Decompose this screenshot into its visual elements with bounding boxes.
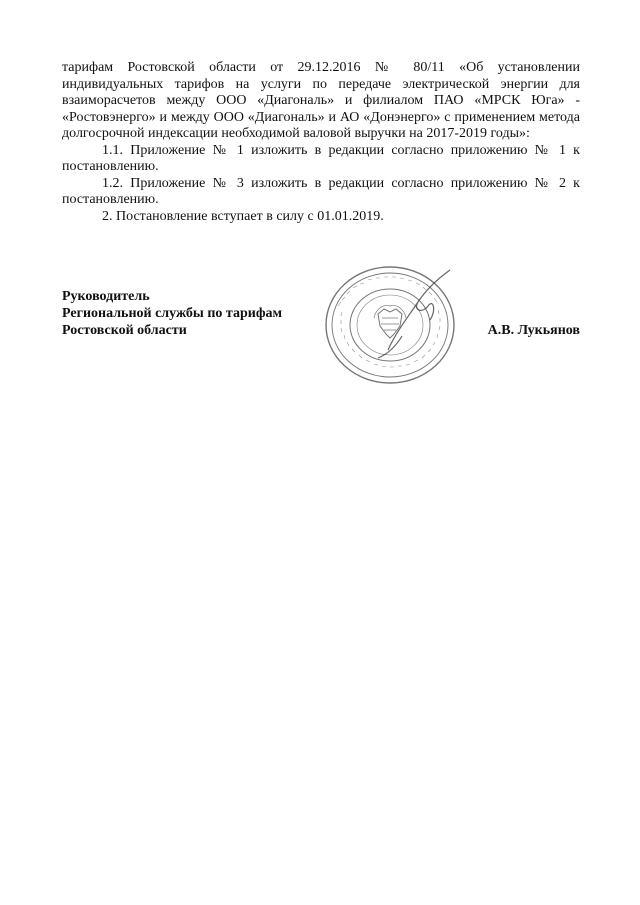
signer-name: А.В. Лукьянов — [487, 323, 580, 338]
official-seal-icon — [318, 262, 468, 387]
paragraph-item-2: 2. Постановление вступает в силу с 01.01.2019. — [102, 208, 384, 224]
paragraph-preamble: тарифам Ростовской области от 29.12.2016 № 80/11 «Об установлении индивидуальных тарифов на услуги по передаче электрической энергии для взаиморасчетов между ООО «Диагональ» и филиалом ПАО «МРСК Юга» - «Ростовэнерго» и между ООО «Диагональ» и АО «Донэнерго» с применением метода долгосрочной индексации необходимой валовой выручки на 2017-2019 годы»: — [62, 60, 580, 141]
document-body — [62, 60, 580, 225]
signer-title-line-1: Руководитель — [62, 289, 150, 304]
paragraph-item-1-1: 1.1. Приложение № 1 изложить в редакции согласно приложению № 1 к постановлению. — [62, 142, 580, 174]
signer-title-line-2: Региональной службы по тарифам — [62, 306, 283, 321]
signer-title-line-3: Ростовской области — [62, 323, 187, 338]
paragraph-item-1-2: 1.2. Приложение № 3 изложить в редакции согласно приложению № 2 к постановлению. — [62, 175, 580, 207]
